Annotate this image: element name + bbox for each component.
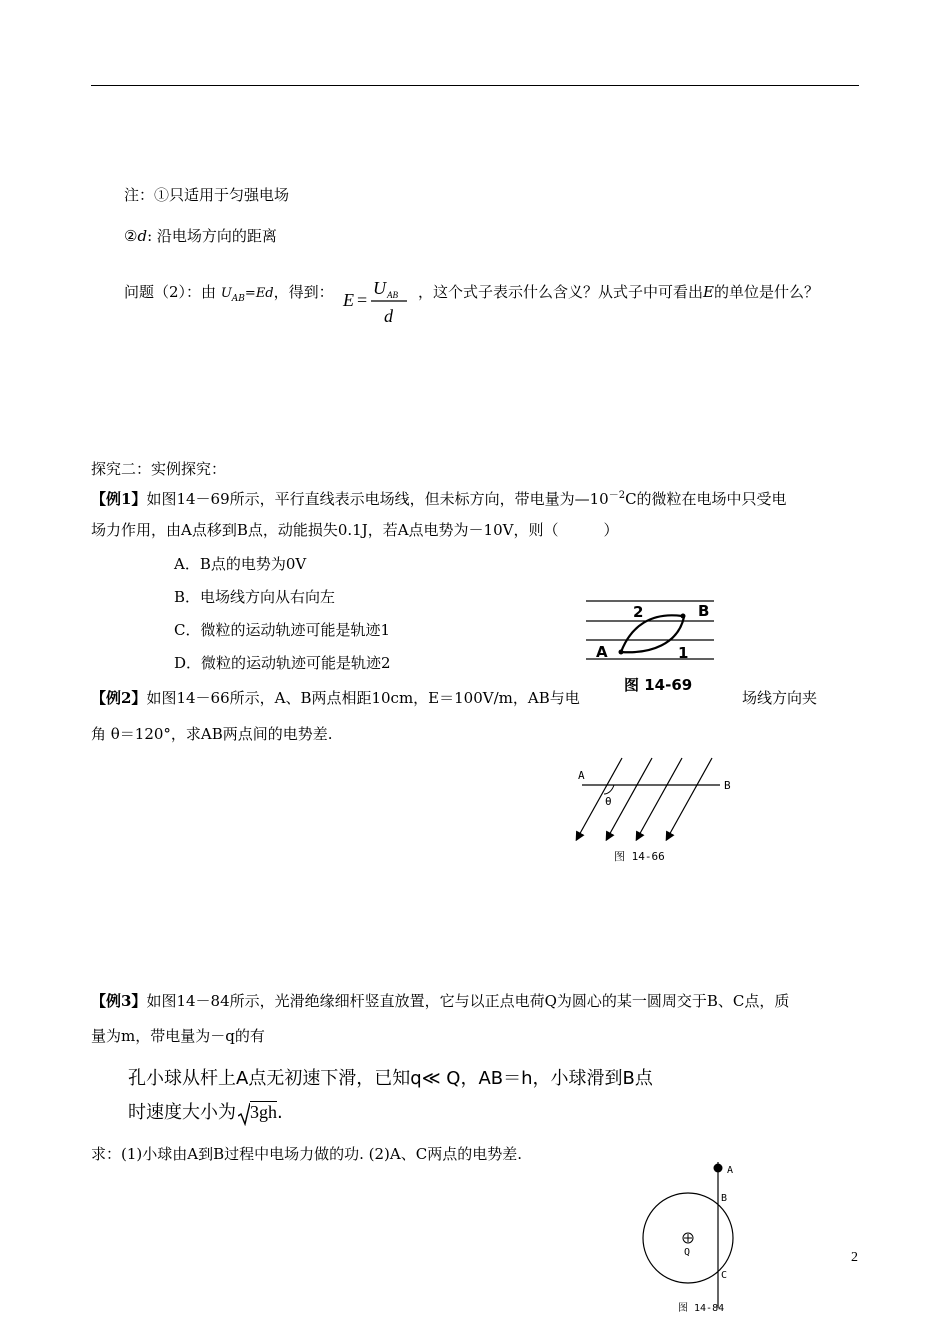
figure-14-69-caption: 图 14-69 bbox=[624, 676, 693, 694]
example-3-line-4: 时速度大小为 3gh. bbox=[128, 1102, 283, 1123]
note-line-2: ②d: 沿电场方向的距离 bbox=[124, 227, 277, 245]
question-2-suffix: ，这个式子表示什么含义？从式子中可看出E的单位是什么？ bbox=[418, 283, 819, 301]
example-1-option-d: D．微粒的运动轨迹可能是轨迹2 bbox=[174, 654, 391, 672]
figure-14-84-label-b: B bbox=[721, 1193, 728, 1204]
example-2-line-2: 角 θ＝120°，求AB两点间的电势差. bbox=[91, 725, 333, 743]
figure-14-66-caption: 图 14-66 bbox=[614, 850, 665, 863]
figure-14-69-label-2: 2 bbox=[633, 603, 644, 621]
figure-14-84-label-q: Q bbox=[684, 1247, 691, 1258]
figure-14-84 bbox=[640, 1158, 750, 1314]
example-3-line-3: 孔小球从杆上A点无初速下滑，已知q≪ Q，AB＝h，小球滑到B点 bbox=[128, 1068, 653, 1089]
question-2-prefix: 问题（2）：由 $U_{AB}=Ed$，得到： bbox=[124, 283, 334, 304]
example-1-line-2: 场力作用，由A点移到B点，动能损失0.1J，若A点电势为－10V，则（ ） bbox=[91, 521, 619, 539]
figure-14-69-label-1: 1 bbox=[678, 644, 689, 662]
header-rule bbox=[91, 85, 859, 86]
section-2-title: 探究二：实例探究： bbox=[91, 460, 227, 478]
figure-14-84-label-a: A bbox=[727, 1165, 734, 1176]
figure-14-84-label-c: C bbox=[721, 1270, 728, 1281]
svg-text:d: d bbox=[384, 306, 393, 326]
note-line-1: 注：①只适用于匀强电场 bbox=[124, 186, 290, 204]
example-3-line-1: 【例3】如图14－84所示，光滑绝缘细杆竖直放置，它与以正点电荷Q为圆心的某一圆周交于B、C点，质 bbox=[91, 992, 790, 1010]
example-1-option-b: B．电场线方向从右向左 bbox=[174, 588, 336, 606]
example-3-question: 求：(1)小球由A到B过程中电场力做的功. (2)A、C两点的电势差. bbox=[91, 1145, 522, 1163]
example-2-line-1a: 【例2】如图14－66所示，A、B两点相距10cm，E＝100V/m，AB与电 bbox=[91, 689, 580, 707]
figure-14-66-label-a: A bbox=[578, 769, 585, 782]
example-1-line-1: 【例1】如图14－69所示，平行直线表示电场线，但未标方向，带电量为$—10^{-2}C$的微粒在电场中只受电 bbox=[91, 490, 787, 508]
example-2-line-1b: 场线方向夹 bbox=[742, 689, 818, 707]
example-3-line-2: 量为m，带电量为－q的有 bbox=[91, 1027, 265, 1045]
figure-14-66-label-theta: θ bbox=[605, 795, 612, 808]
svg-text:U: U bbox=[373, 278, 386, 298]
page-number: 2 bbox=[851, 1250, 858, 1265]
svg-text:AB: AB bbox=[387, 290, 398, 300]
figure-14-66-label-b: B bbox=[724, 779, 731, 792]
figure-14-69-label-b: B bbox=[698, 602, 710, 620]
example-1-option-c: C．微粒的运动轨迹可能是轨迹1 bbox=[174, 621, 391, 639]
figure-14-84-caption: 图 14-84 bbox=[678, 1303, 725, 1314]
figure-14-66 bbox=[574, 756, 738, 868]
figure-14-69 bbox=[586, 596, 722, 696]
formula-e-equals-u-over-d bbox=[341, 276, 413, 328]
example-1-option-a: A．B点的电势为0V bbox=[174, 555, 307, 573]
svg-text:=: = bbox=[357, 290, 368, 310]
figure-14-69-label-a: A bbox=[596, 643, 608, 661]
svg-text:E: E bbox=[343, 290, 354, 310]
